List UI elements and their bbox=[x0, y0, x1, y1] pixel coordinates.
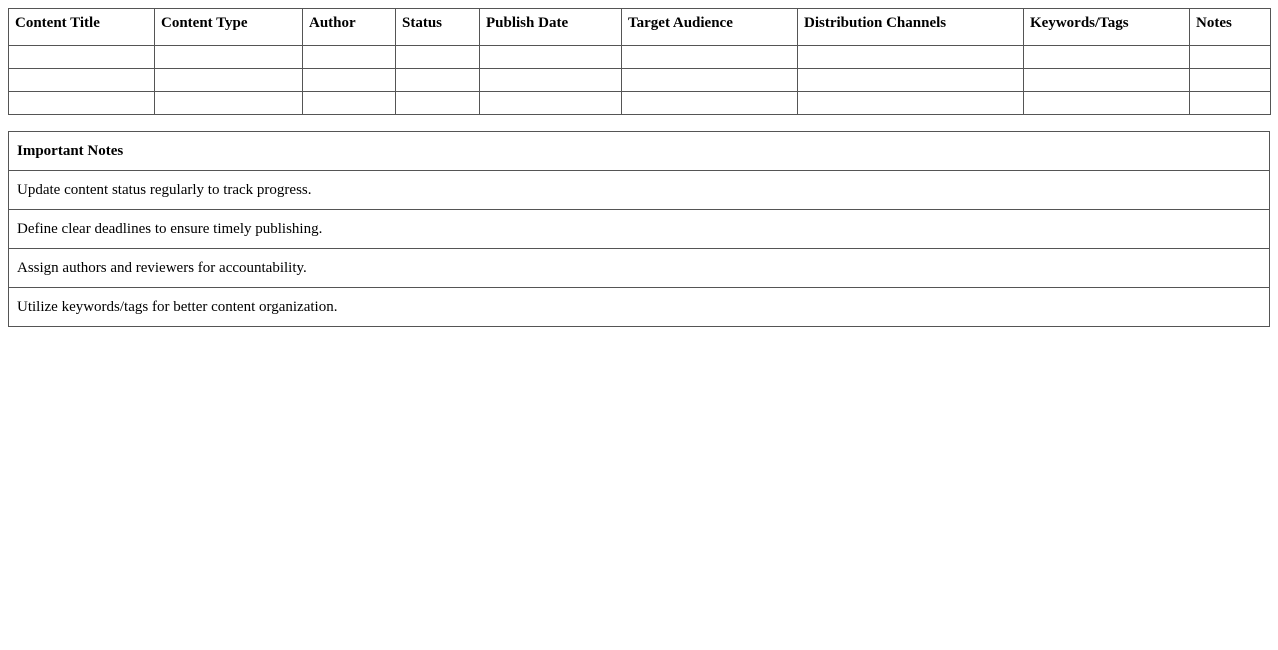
cell-keywords-tags[interactable] bbox=[1024, 46, 1190, 69]
cell-target-audience[interactable] bbox=[622, 92, 798, 115]
notes-table-header: Important Notes bbox=[9, 132, 1270, 171]
cell-publish-date[interactable] bbox=[480, 46, 622, 69]
cell-notes[interactable] bbox=[1190, 92, 1271, 115]
cell-content-type[interactable] bbox=[155, 69, 303, 92]
column-header-publish-date: Publish Date bbox=[480, 9, 622, 46]
column-header-author: Author bbox=[303, 9, 396, 46]
table-row[interactable] bbox=[9, 69, 1271, 92]
cell-status[interactable] bbox=[396, 46, 480, 69]
column-header-notes: Notes bbox=[1190, 9, 1271, 46]
note-text: Update content status regularly to track progress. bbox=[9, 171, 1270, 210]
column-header-keywords-tags: Keywords/Tags bbox=[1024, 9, 1190, 46]
list-item bbox=[9, 288, 1270, 327]
column-header-status: Status bbox=[396, 9, 480, 46]
cell-target-audience[interactable] bbox=[622, 69, 798, 92]
note-text: Define clear deadlines to ensure timely publishing. bbox=[9, 210, 1270, 249]
column-header-content-title: Content Title bbox=[9, 9, 155, 46]
list-item bbox=[9, 210, 1270, 249]
cell-distribution-channels[interactable] bbox=[798, 92, 1024, 115]
cell-status[interactable] bbox=[396, 92, 480, 115]
list-item bbox=[9, 249, 1270, 288]
table-header-row bbox=[9, 9, 1271, 46]
cell-content-title[interactable] bbox=[9, 46, 155, 69]
note-text: Utilize keywords/tags for better content organization. bbox=[9, 288, 1270, 327]
table-row[interactable] bbox=[9, 46, 1271, 69]
cell-content-type[interactable] bbox=[155, 92, 303, 115]
important-notes-table bbox=[8, 131, 1270, 327]
column-header-distribution-channels: Distribution Channels bbox=[798, 9, 1024, 46]
cell-author[interactable] bbox=[303, 92, 396, 115]
column-header-target-audience: Target Audience bbox=[622, 9, 798, 46]
cell-distribution-channels[interactable] bbox=[798, 69, 1024, 92]
list-item bbox=[9, 171, 1270, 210]
notes-header-row bbox=[9, 132, 1270, 171]
cell-keywords-tags[interactable] bbox=[1024, 92, 1190, 115]
cell-publish-date[interactable] bbox=[480, 69, 622, 92]
cell-content-title[interactable] bbox=[9, 69, 155, 92]
cell-notes[interactable] bbox=[1190, 46, 1271, 69]
note-text: Assign authors and reviewers for accountability. bbox=[9, 249, 1270, 288]
cell-publish-date[interactable] bbox=[480, 92, 622, 115]
content-plan-table bbox=[8, 8, 1271, 115]
cell-notes[interactable] bbox=[1190, 69, 1271, 92]
column-header-content-type: Content Type bbox=[155, 9, 303, 46]
cell-author[interactable] bbox=[303, 46, 396, 69]
cell-target-audience[interactable] bbox=[622, 46, 798, 69]
cell-author[interactable] bbox=[303, 69, 396, 92]
cell-content-type[interactable] bbox=[155, 46, 303, 69]
table-row[interactable] bbox=[9, 92, 1271, 115]
cell-keywords-tags[interactable] bbox=[1024, 69, 1190, 92]
cell-content-title[interactable] bbox=[9, 92, 155, 115]
cell-status[interactable] bbox=[396, 69, 480, 92]
cell-distribution-channels[interactable] bbox=[798, 46, 1024, 69]
